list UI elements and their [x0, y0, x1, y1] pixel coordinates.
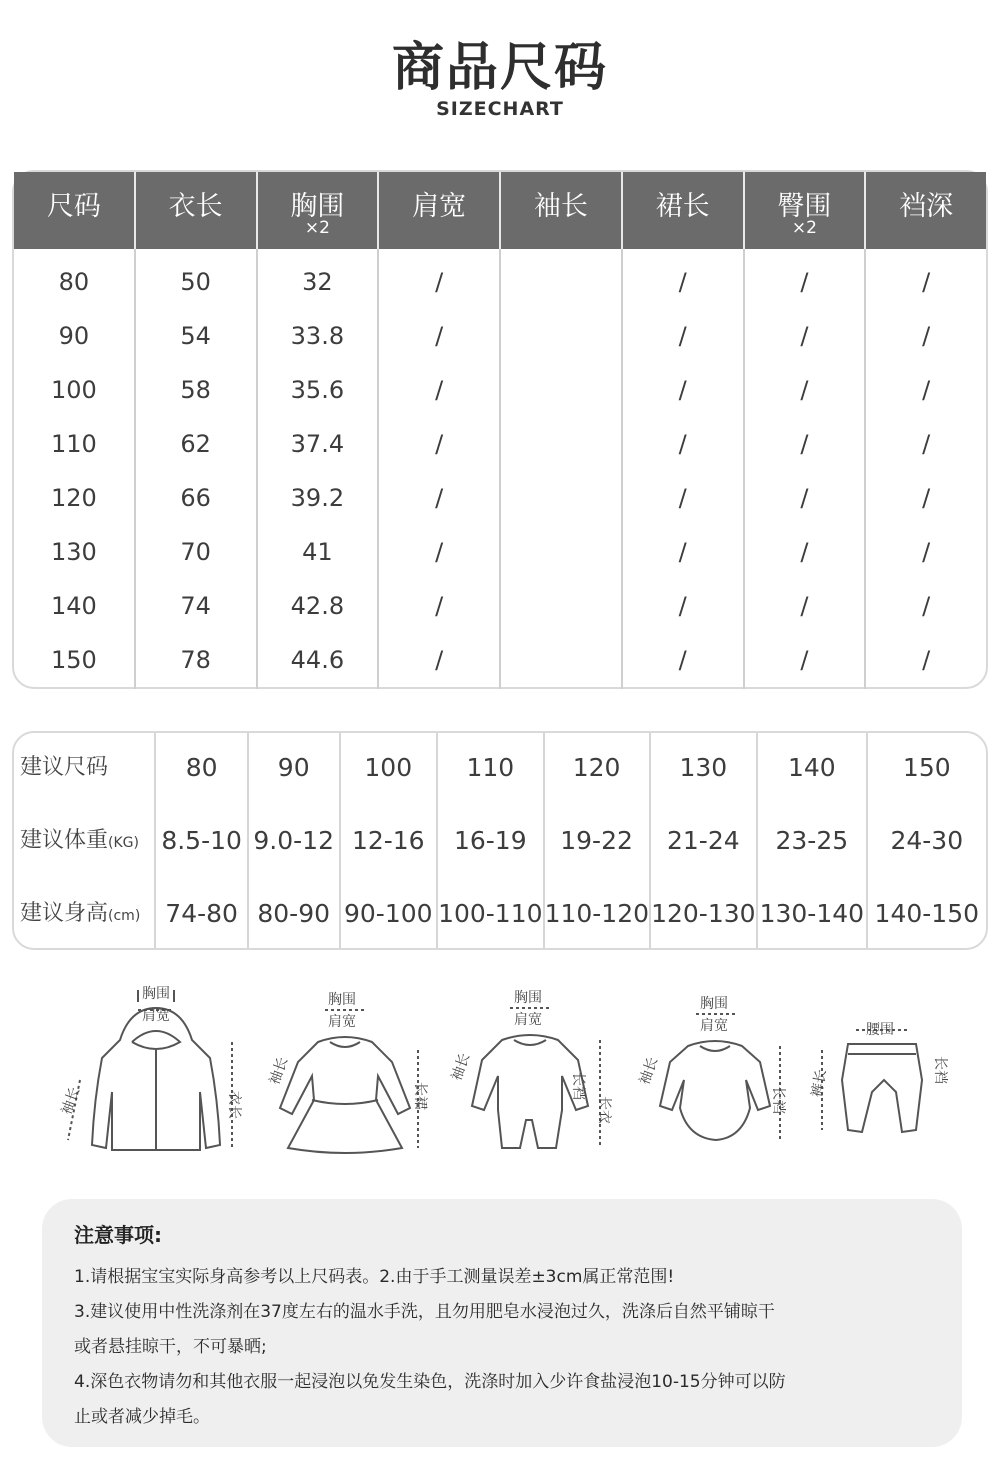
table-cell: / — [435, 376, 444, 404]
svg-text:袖长: 袖长 — [266, 1055, 292, 1088]
svg-text:长裆: 长裆 — [770, 1086, 786, 1114]
column-header — [866, 172, 986, 249]
recommendation-column — [341, 733, 439, 948]
note-line: 3.建议使用中性洗涤剂在37度左右的温水手洗，且勿用肥皂水浸泡过久，洗涤后自然平铺晾干 — [74, 1302, 775, 1322]
notes-title: 注意事项: — [74, 1223, 162, 1247]
column-header-label: 胸围 — [290, 191, 345, 222]
column-header — [745, 172, 867, 249]
table-column — [258, 249, 380, 689]
recommendation-column — [758, 733, 868, 948]
svg-text:衣长: 衣长 — [226, 1091, 242, 1119]
table-cell: 35.6 — [290, 376, 345, 404]
column-header — [136, 172, 258, 249]
table-cell — [501, 635, 621, 689]
table-cell: / — [678, 646, 687, 674]
recommendation-weight-cell: 24-30 — [890, 826, 964, 855]
dress-icon — [260, 980, 430, 1170]
table-cell: 39.2 — [290, 484, 345, 512]
size-chart-header — [14, 172, 986, 249]
table-column — [136, 249, 258, 689]
recommendation-table — [12, 731, 988, 950]
svg-text:胸围: 胸围 — [142, 986, 170, 1002]
svg-text:肩宽: 肩宽 — [700, 1018, 728, 1034]
table-column — [745, 249, 867, 689]
column-header-label: 裙长 — [655, 191, 710, 222]
recommendation-size-cell: 100 — [364, 753, 413, 782]
recommendation-height-cell: 130-140 — [759, 899, 865, 928]
table-cell: / — [678, 592, 687, 620]
table-cell: / — [435, 430, 444, 458]
recommendation-height-cell: 90-100 — [343, 899, 433, 928]
recommendation-weight-cell: 21-24 — [666, 826, 740, 855]
recommendation-weight-cell: 19-22 — [560, 826, 633, 855]
recommendation-height-cell: 120-130 — [651, 899, 756, 928]
table-cell: / — [800, 376, 809, 404]
row-label-unit: (KG) — [108, 835, 139, 851]
table-cell: / — [922, 322, 931, 350]
column-header — [14, 172, 136, 249]
recommendation-size-cell: 120 — [572, 753, 621, 782]
table-cell: / — [800, 646, 809, 674]
table-cell: 66 — [180, 484, 211, 512]
table-cell — [501, 365, 621, 419]
table-cell: 70 — [180, 538, 211, 566]
table-cell: / — [800, 430, 809, 458]
table-cell: 62 — [180, 430, 211, 458]
table-cell: / — [800, 538, 809, 566]
table-column — [14, 249, 136, 689]
column-header — [258, 172, 380, 249]
row-label — [14, 733, 154, 806]
row-label — [14, 879, 154, 952]
bodysuit-icon — [630, 980, 800, 1170]
table-cell: 140 — [50, 592, 97, 620]
care-notes — [42, 1199, 962, 1447]
table-cell: 120 — [50, 484, 97, 512]
table-cell: / — [800, 268, 809, 296]
row-label-text: 建议体重 — [20, 828, 109, 853]
table-cell — [501, 311, 621, 365]
column-header-multiplier: ×2 — [304, 218, 330, 238]
recommendation-weight-cell: 12-16 — [351, 826, 425, 855]
table-cell: / — [678, 376, 687, 404]
recommendation-size-cell: 140 — [787, 753, 836, 782]
svg-text:肩宽: 肩宽 — [142, 1008, 170, 1024]
page-subtitle: SIZECHART — [436, 98, 564, 120]
table-cell — [501, 581, 621, 635]
recommendation-size-cell: 110 — [466, 753, 515, 782]
recommendation-size-cell: 150 — [902, 753, 951, 782]
table-cell: 54 — [180, 322, 211, 350]
column-header-label: 尺码 — [46, 191, 101, 222]
table-cell — [501, 527, 621, 581]
table-cell: / — [800, 592, 809, 620]
page-title: 商品尺码 — [391, 38, 608, 98]
recommendation-column — [651, 733, 759, 948]
row-label-column — [14, 733, 156, 948]
table-cell: / — [678, 484, 687, 512]
recommendation-column — [249, 733, 341, 948]
column-header-label: 肩宽 — [412, 191, 467, 222]
table-cell — [501, 419, 621, 473]
table-cell: 150 — [50, 646, 97, 674]
svg-text:肩宽: 肩宽 — [328, 1014, 356, 1030]
svg-text:胸围: 胸围 — [700, 996, 728, 1012]
svg-text:袖长: 袖长 — [58, 1085, 84, 1118]
table-cell: / — [800, 322, 809, 350]
row-label-text: 建议尺码 — [20, 755, 109, 780]
size-chart-table — [12, 170, 988, 689]
svg-text:裤长: 裤长 — [809, 1068, 830, 1099]
row-label — [14, 806, 154, 879]
table-cell: / — [922, 538, 931, 566]
table-column — [623, 249, 745, 689]
table-column — [379, 249, 501, 689]
recommendation-weight-cell: 23-25 — [775, 826, 849, 855]
recommendation-size-cell: 80 — [185, 753, 218, 782]
table-cell: / — [435, 268, 444, 296]
note-line: 止或者减少掉毛。 — [74, 1407, 210, 1427]
svg-text:腰围: 腰围 — [866, 1022, 894, 1038]
table-cell: 110 — [50, 430, 97, 458]
column-header — [501, 172, 623, 249]
recommendation-height-cell: 110-120 — [544, 899, 650, 928]
table-cell: / — [678, 268, 687, 296]
table-cell: / — [800, 484, 809, 512]
table-cell: 58 — [180, 376, 211, 404]
note-line: 4.深色衣物请勿和其他衣服一起浸泡以免发生染色，洗涤时加入少许食盐浸泡10-15分钟可以防 — [74, 1372, 786, 1392]
table-cell: / — [922, 268, 931, 296]
table-cell: 41 — [302, 538, 333, 566]
row-label-unit: (cm) — [108, 908, 141, 924]
table-cell — [501, 473, 621, 527]
table-cell: / — [435, 538, 444, 566]
recommendation-column — [438, 733, 545, 948]
svg-text:长裆: 长裆 — [932, 1056, 948, 1084]
table-cell: / — [922, 646, 931, 674]
recommendation-height-cell: 74-80 — [165, 899, 238, 928]
table-cell: / — [678, 322, 687, 350]
hooded-jacket-icon — [60, 980, 240, 1170]
note-line: 1.请根据宝宝实际身高参考以上尺码表。2.由于手工测量误差±3cm属正常范围! — [74, 1267, 675, 1287]
recommendation-weight-cell: 9.0-12 — [253, 826, 334, 855]
svg-text:袖长: 袖长 — [448, 1051, 474, 1084]
recommendation-weight-cell: 8.5-10 — [161, 826, 242, 855]
table-cell: / — [922, 484, 931, 512]
row-label-text: 建议身高 — [20, 901, 109, 926]
table-cell: / — [435, 646, 444, 674]
svg-text:胸围: 胸围 — [514, 990, 542, 1006]
recommendation-size-cell: 90 — [277, 753, 310, 782]
table-cell: / — [435, 592, 444, 620]
recommendation-weight-cell: 16-19 — [453, 826, 527, 855]
table-cell: / — [678, 538, 687, 566]
column-header-multiplier: ×2 — [791, 218, 817, 238]
table-cell: 74 — [180, 592, 211, 620]
svg-text:长裆: 长裆 — [570, 1072, 586, 1100]
column-header-label: 臀围 — [777, 191, 832, 222]
table-column — [866, 249, 986, 689]
table-cell: 50 — [180, 268, 211, 296]
table-cell: / — [678, 430, 687, 458]
column-header — [623, 172, 745, 249]
recommendation-column — [156, 733, 249, 948]
svg-text:长衣: 长衣 — [596, 1096, 612, 1124]
svg-text:肩宽: 肩宽 — [514, 1012, 542, 1028]
column-header — [379, 172, 501, 249]
column-header-label: 裆深 — [899, 191, 954, 222]
table-cell: / — [922, 592, 931, 620]
note-line: 或者悬挂晾干，不可暴晒; — [74, 1337, 267, 1357]
column-header-label: 衣长 — [168, 191, 223, 222]
table-cell: / — [435, 484, 444, 512]
svg-text:胸围: 胸围 — [328, 992, 356, 1008]
table-cell: 78 — [180, 646, 211, 674]
table-cell: 100 — [50, 376, 97, 404]
column-header-label: 袖长 — [533, 191, 588, 222]
table-cell: 130 — [50, 538, 97, 566]
recommendation-height-cell: 100-110 — [438, 899, 543, 928]
table-cell: 32 — [302, 268, 333, 296]
romper-icon — [440, 980, 620, 1170]
pants-icon — [810, 980, 950, 1170]
table-cell: 37.4 — [290, 430, 345, 458]
size-chart-body — [14, 249, 986, 689]
recommendation-column — [868, 733, 986, 948]
table-cell: 80 — [58, 268, 90, 296]
garment-diagrams — [60, 980, 950, 1170]
recommendation-height-cell: 140-150 — [874, 899, 980, 928]
svg-text:长裙: 长裙 — [412, 1082, 428, 1110]
table-cell: 42.8 — [290, 592, 345, 620]
table-cell: / — [922, 430, 931, 458]
recommendation-height-cell: 80-90 — [257, 899, 331, 928]
table-cell: 33.8 — [290, 322, 345, 350]
recommendation-column — [545, 733, 651, 948]
table-cell: 90 — [58, 322, 90, 350]
table-column — [501, 249, 623, 689]
table-cell — [501, 257, 621, 311]
table-cell: / — [435, 322, 444, 350]
table-cell: 44.6 — [290, 646, 345, 674]
svg-text:袖长: 袖长 — [636, 1055, 662, 1088]
table-cell: / — [922, 376, 931, 404]
recommendation-size-cell: 130 — [679, 753, 728, 782]
